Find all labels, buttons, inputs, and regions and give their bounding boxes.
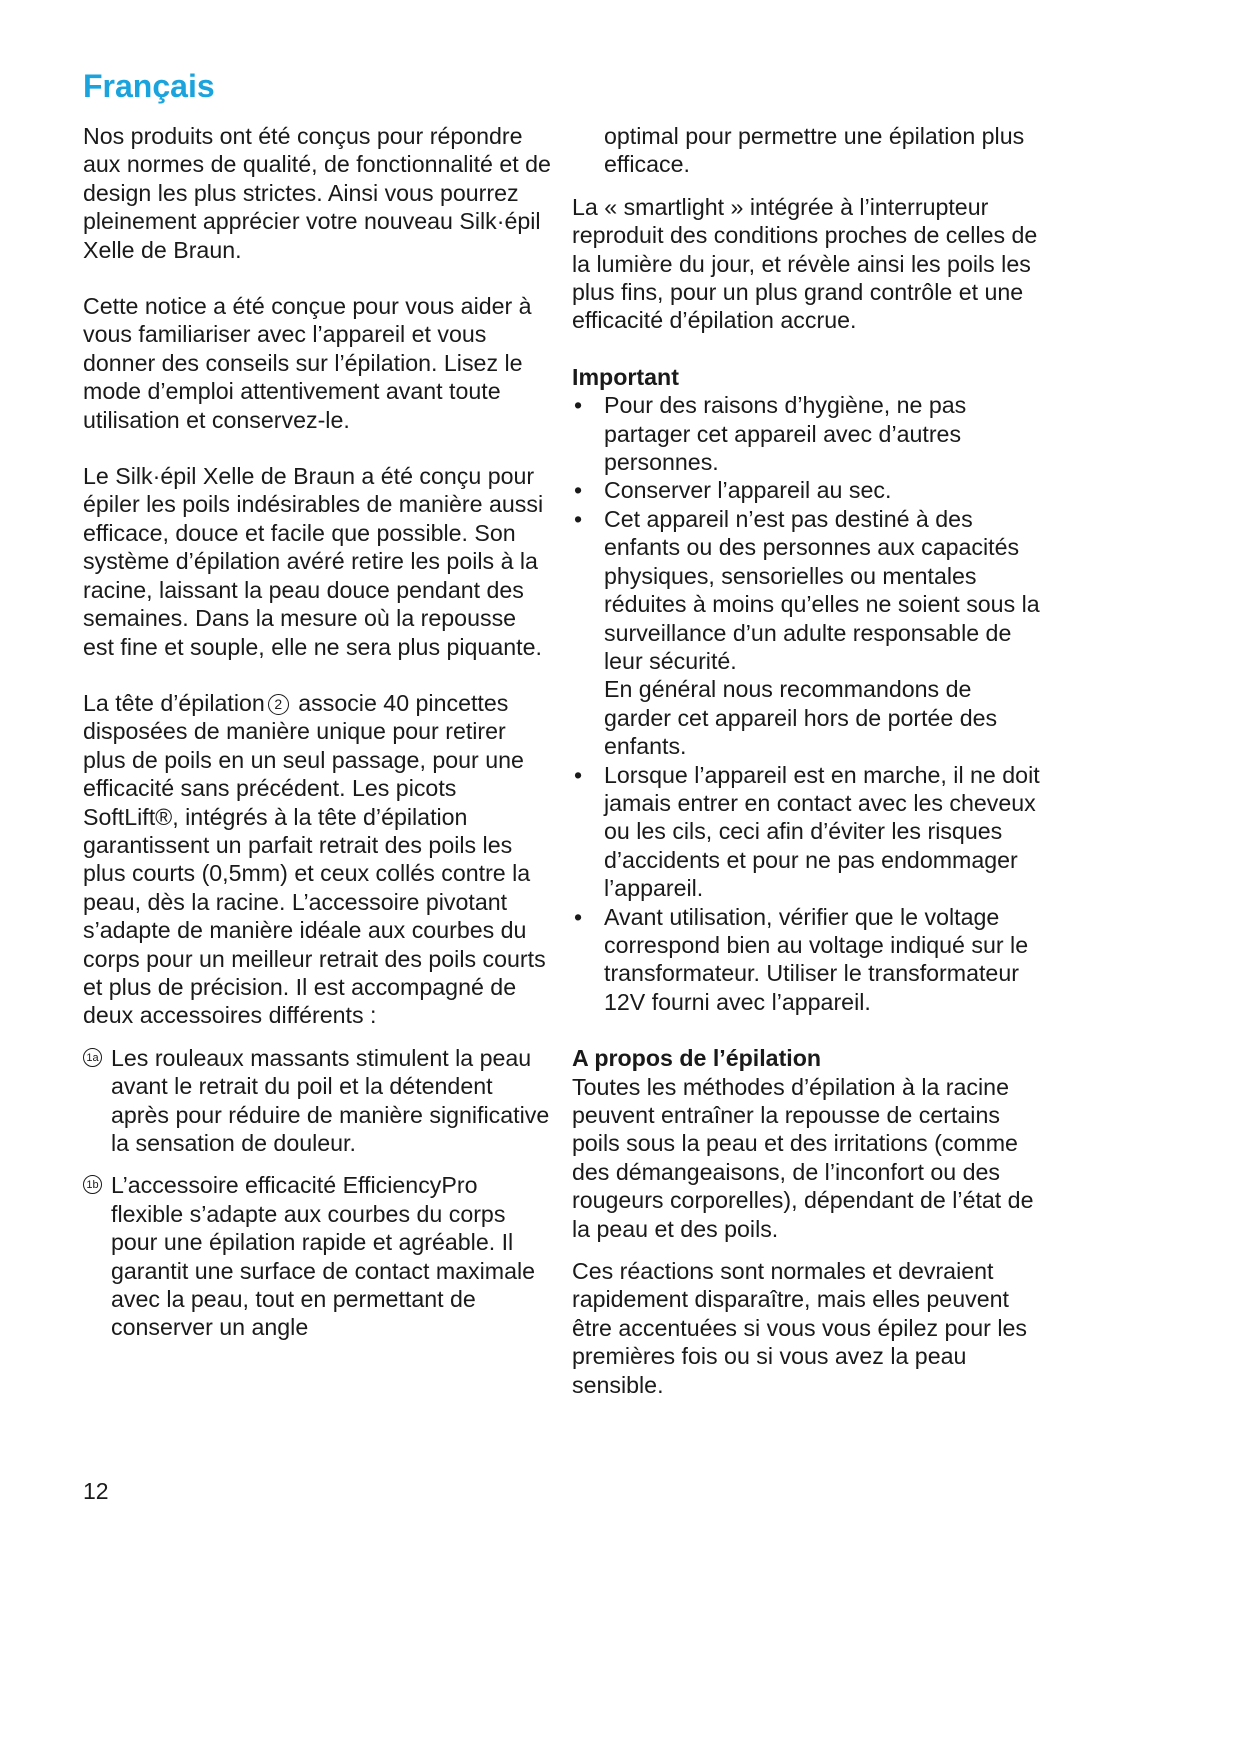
smartlight-paragraph: La « smartlight » intégrée à l’interrupteur reproduit des conditions proches de celles de la lumière du jour, et révèle ainsi les poils les plus fins, pour un plus grand contrôle et une efficacité d’épilation accrue. <box>572 193 1038 334</box>
accessory-text: Les rouleaux massants stimulent la peau avant le retrait du poil et la détendent après pour réduire de manière significative la sensation de douleur. <box>111 1044 550 1156</box>
accessory-marker: 1a <box>83 1048 102 1067</box>
list-item <box>572 761 1042 903</box>
bullet-icon: • <box>574 505 583 532</box>
right-column <box>572 122 1042 1427</box>
epilation-head-text: La tête d’épilation <box>83 689 265 716</box>
intro-paragraph: Nos produits ont été conçus pour répondre aux normes de qualité, de fonctionnalité et de design les plus strictes. Ainsi vous pourrez pleinement apprécier votre nouveau Silk·épil Xelle de Braun. <box>83 123 551 263</box>
list-item <box>572 903 1042 1017</box>
epilation-head-paragraph <box>83 689 553 1030</box>
figure-reference-marker: 2 <box>268 694 289 715</box>
list-item-note: En général nous recommandons de garder cet appareil hors de portée des enfants. <box>604 676 998 760</box>
list-item <box>572 476 1042 504</box>
bullet-icon: • <box>574 761 583 788</box>
product-paragraph: Le Silk·épil Xelle de Braun a été conçu pour épiler les poils indésirables de manière aussi efficace, douce et facile que possible. Son système d’épilation avéré retire les poils à la racine, laissant la peau douce pendant des semaines. Dans la mesure où la repousse est fine et souple, elle ne sera plus piquante. <box>83 463 544 660</box>
list-item <box>572 505 1042 761</box>
list-item-text: Lorsque l’appareil est en marche, il ne doit jamais entrer en contact avec les cheveux ou les cils, ceci afin d’éviter les risques d’accidents et pour ne pas endommager l’appareil. <box>604 761 1040 902</box>
epilation-head-text-continued: associe 40 pincettes disposées de manière unique pour retirer plus de poils en un seul passage, pour une efficacité sans précédent. Les picots SoftLift®, intégrés à la tête d’épilation garantissent un parfait retrait des poils les plus courts (0,5mm) et ceux collés contre la peau, dès la racine. L’accessoire pivotant s’adapte de manière idéale aux courbes du corps pour un meilleur retrait des poils courts et plus de précision. Il est accompagné de deux accessoires différents : <box>83 689 546 1029</box>
list-item <box>572 391 1042 476</box>
manual-paragraph: Cette notice a été conçue pour vous aider à vous familiariser avec l’appareil et vous donner des conseils sur l’épilation. Lisez le mode d’emploi attentivement avant toute utilisation et conservez-le. <box>83 293 532 433</box>
accessory-text: L’accessoire efficacité EfficiencyPro flexible s’adapte aux courbes du corps pour une épilation rapide et agréable. Il garantit une surface de contact maximale avec la peau, tout en permettant de conserver un angle <box>111 1172 536 1341</box>
list-item-text: Conserver l’appareil au sec. <box>604 477 892 504</box>
apropos-paragraph: Toutes les méthodes d’épilation à la racine peuvent entraîner la repousse de certains poils sous la peau et des irritations (comme des démangeaisons, de l’inconfort ou des rougeurs corporelles), dépendant de l’état de la peau et des poils. <box>572 1073 1034 1242</box>
left-column <box>83 122 553 1356</box>
bullet-icon: • <box>574 392 583 419</box>
list-item-text: Avant utilisation, vérifier que le voltage correspond bien au voltage indiqué sur le transformateur. Utiliser le transformateur 12V fourni avec l’appareil. <box>604 903 1029 1015</box>
important-list <box>572 391 1042 1016</box>
accessory-item <box>83 1171 553 1341</box>
apropos-paragraph-2: Ces réactions sont normales et devraient rapidement disparaître, mais elles peuvent être accentuées si vous vous épilez pour les premières fois ou si vous avez la peau sensible. <box>572 1258 1027 1398</box>
bullet-icon: • <box>574 903 583 930</box>
important-heading: Important <box>572 363 679 390</box>
page-title: Français <box>83 68 215 104</box>
list-item-text: Pour des raisons d’hygiène, ne pas partager cet appareil avec d’autres personnes. <box>604 392 967 476</box>
continuation-paragraph: optimal pour permettre une épilation plus efficace. <box>604 123 1025 178</box>
bullet-icon: • <box>574 477 583 504</box>
page-number: 12 <box>83 1478 109 1504</box>
accessory-marker: 1b <box>83 1175 102 1194</box>
list-item-text: Cet appareil n’est pas destiné à des enfants ou des personnes aux capacités physiques, sensorielles ou mentales réduites à moins qu’elles ne soient sous la surveillance d’un adulte responsable de leur sécurité. <box>604 505 1040 674</box>
apropos-heading: A propos de l’épilation <box>572 1045 822 1072</box>
accessory-item <box>83 1044 553 1158</box>
